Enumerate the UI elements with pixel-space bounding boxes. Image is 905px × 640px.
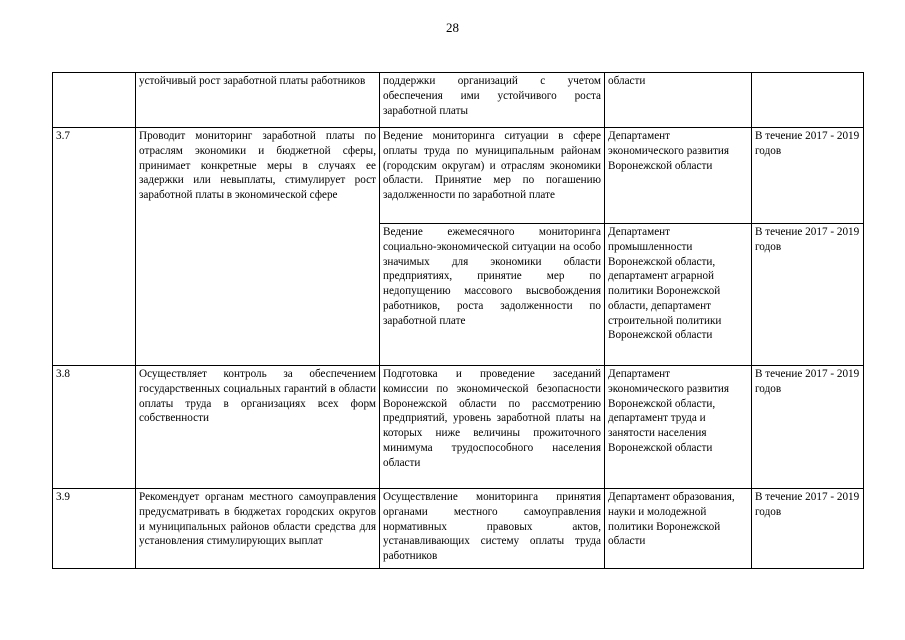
term-cell: В течение 2017 - 2019 годов [752, 489, 864, 569]
term-cell: В течение 2017 - 2019 годов [752, 224, 864, 366]
table-row [53, 128, 864, 224]
table-row [53, 366, 864, 489]
row-number: 3.7 [53, 128, 136, 366]
measure-cell: Проводит мониторинг заработной платы по отраслям экономики и бюджетной сферы, принимает конкретные меры в случаях ее задержки или невыплаты, стимулирует рост заработной платы в экономической сфере [136, 128, 380, 366]
row-number: 3.9 [53, 489, 136, 569]
mechanism-cell: поддержки организаций с учетом обеспечения ими устойчивого роста заработной платы [380, 73, 605, 128]
mechanism-cell: Ведение мониторинга ситуации в сфере оплаты труда по муниципальным районам (городским округам) и отраслям экономики области. Принятие мер по погашению задолженности по заработной плате [380, 128, 605, 224]
responsible-cell: Департамент экономического развития Воронежской области, департамент труда и занятости населения Воронежской области [605, 366, 752, 489]
row-number [53, 73, 136, 128]
page-number: 28 [446, 20, 459, 35]
mechanism-cell: Осуществление мониторинга принятия органами местного самоуправления нормативных правовых актов, устанавливающих систему оплаты труда работников [380, 489, 605, 569]
measure-cell: Осуществляет контроль за обеспечением государственных социальных гарантий в области оплаты труда в организациях всех форм собственности [136, 366, 380, 489]
mechanism-cell: Ведение ежемесячного мониторинга социально-экономической ситуации на особо значимых для экономики области предприятиях, принятие мер по недопущению массового высвобождения работников, роста задолженности по заработной плате [380, 224, 605, 366]
table-row [53, 73, 864, 128]
mechanism-cell: Подготовка и проведение заседаний комиссии по экономической безопасности Воронежской области по рассмотрению предприятий, уровень заработной платы на которых ниже величины прожиточного минимума трудоспособного населения области [380, 366, 605, 489]
term-cell: В течение 2017 - 2019 годов [752, 366, 864, 489]
responsible-cell: Департамент экономического развития Воронежской области [605, 128, 752, 224]
responsible-cell: области [605, 73, 752, 128]
responsible-cell: Департамент промышленности Воронежской области, департамент аграрной политики Воронежской области, департамент строительной политики Воронежской области [605, 224, 752, 366]
responsible-cell: Департамент образования, науки и молодежной политики Воронежской области [605, 489, 752, 569]
term-cell [752, 73, 864, 128]
measure-cell: устойчивый рост заработной платы работников [136, 73, 380, 128]
table-row [53, 489, 864, 569]
measures-table [52, 72, 864, 569]
term-cell: В течение 2017 - 2019 годов [752, 128, 864, 224]
measure-cell: Рекомендует органам местного самоуправления предусматривать в бюджетах городских округов и муниципальных районов области средства для установления стимулирующих выплат [136, 489, 380, 569]
row-number: 3.8 [53, 366, 136, 489]
